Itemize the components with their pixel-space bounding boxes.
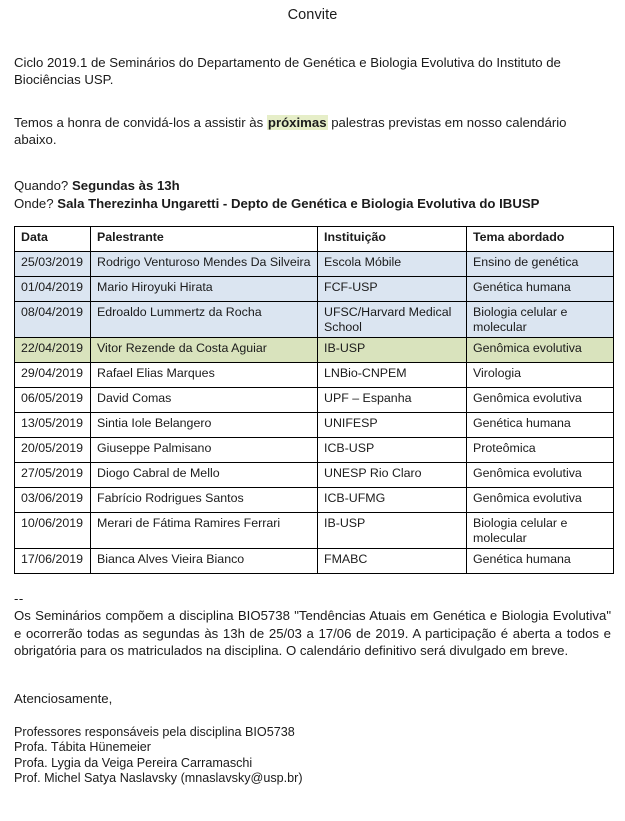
table-row (15, 488, 614, 513)
where-value: Sala Therezinha Ungaretti - Depto de Genética e Biologia Evolutiva do IBUSP (57, 195, 540, 211)
table-row (15, 338, 614, 363)
signature-line: Profa. Tábita Hünemeier (14, 740, 151, 754)
when-value: Segundas às 13h (71, 178, 180, 193)
cell-tema: Genética humana (467, 549, 614, 574)
signature-line: Prof. Michel Satya Naslavsky (mnaslavsky@usp.br) (14, 771, 303, 785)
cell-palestrante: Diogo Cabral de Mello (91, 463, 318, 488)
cell-data: 10/06/2019 (15, 513, 91, 549)
cell-palestrante: Fabrício Rodrigues Santos (91, 488, 318, 513)
table-header (15, 227, 614, 252)
column-header-palestrante: Palestrante (91, 227, 318, 252)
signature-line: Professores responsáveis pela disciplina BIO5738 (14, 724, 295, 739)
table-row (15, 549, 614, 574)
cell-palestrante: Sintia Iole Belangero (91, 413, 318, 438)
cell-palestrante: Giuseppe Palmisano (91, 438, 318, 463)
cell-palestrante: Edroaldo Lummertz da Rocha (91, 302, 318, 338)
column-header-data: Data (15, 227, 91, 252)
table-row (15, 252, 614, 277)
invitation-text-after: palestras previstas em nosso calendário abaixo. (14, 115, 567, 147)
cell-data: 06/05/2019 (15, 388, 91, 413)
closing-greeting: Atenciosamente, (14, 690, 113, 706)
table-row (15, 388, 614, 413)
cell-instituicao: FCF-USP (318, 277, 467, 302)
table-row (15, 438, 614, 463)
cell-data: 20/05/2019 (15, 438, 91, 463)
invitation-paragraph (14, 88, 611, 148)
table-row (15, 413, 614, 438)
highlight-proximas: próximas (267, 115, 327, 130)
cell-tema: Genética humana (467, 277, 614, 302)
cell-instituicao: FMABC (318, 549, 467, 574)
cell-data: 13/05/2019 (15, 413, 91, 438)
cell-palestrante: David Comas (91, 388, 318, 413)
cell-tema: Biologia celular e molecular (467, 302, 614, 338)
cell-instituicao: UNESP Rio Claro (318, 463, 467, 488)
signature-line: Profa. Lygia da Veiga Pereira Carramaschi (14, 755, 253, 770)
cell-data: 03/06/2019 (15, 488, 91, 513)
schedule-table (14, 226, 614, 574)
table-header-row (15, 227, 614, 252)
cell-tema: Biologia celular e molecular (467, 513, 614, 549)
cell-instituicao: IB-USP (318, 338, 467, 363)
cell-tema: Genômica evolutiva (467, 463, 614, 488)
cell-tema: Genômica evolutiva (467, 488, 614, 513)
table-row (15, 363, 614, 388)
column-header-tema: Tema abordado (467, 227, 614, 252)
cell-data: 27/05/2019 (15, 463, 91, 488)
cell-palestrante: Merari de Fátima Ramires Ferrari (91, 513, 318, 549)
cell-data: 08/04/2019 (15, 302, 91, 338)
cell-data: 01/04/2019 (15, 277, 91, 302)
where-line (14, 195, 611, 213)
table-body (15, 252, 614, 574)
cell-instituicao: LNBio-CNPEM (318, 363, 467, 388)
when-label: Quando? (14, 178, 69, 193)
when-line (14, 177, 611, 195)
intro-paragraph: Ciclo 2019.1 de Seminários do Departamento de Genética e Biologia Evolutiva do Instituto de Biociências USP. (14, 55, 561, 87)
where-label: Onde? (14, 195, 54, 211)
cell-tema: Genômica evolutiva (467, 388, 614, 413)
page-title: Convite (287, 7, 338, 23)
cell-instituicao: Escola Móbile (318, 252, 467, 277)
table-row (15, 302, 614, 338)
cell-palestrante: Vitor Rezende da Costa Aguiar (91, 338, 318, 363)
table-row (15, 463, 614, 488)
table-row (15, 513, 614, 549)
when-where-block (14, 148, 611, 212)
cell-data: 25/03/2019 (15, 252, 91, 277)
cell-palestrante: Bianca Alves Vieira Bianco (91, 549, 318, 574)
cell-palestrante: Mario Hiroyuki Hirata (91, 277, 318, 302)
separator-dashes: -- (14, 591, 24, 606)
cell-tema: Virologia (467, 363, 614, 388)
cell-tema: Genômica evolutiva (467, 338, 614, 363)
invitation-text-before: Temos a honra de convidá-los a assistir às (14, 115, 267, 130)
cell-instituicao: IB-USP (318, 513, 467, 549)
cell-tema: Genética humana (467, 413, 614, 438)
cell-data: 29/04/2019 (15, 363, 91, 388)
cell-tema: Ensino de genética (467, 252, 614, 277)
cell-data: 17/06/2019 (15, 549, 91, 574)
cell-instituicao: ICB-USP (318, 438, 467, 463)
table-row (15, 277, 614, 302)
cell-instituicao: UPF – Espanha (318, 388, 467, 413)
signature-block (14, 707, 611, 787)
column-header-instituicao: Instituição (318, 227, 467, 252)
cell-palestrante: Rodrigo Venturoso Mendes Da Silveira (91, 252, 318, 277)
footer-note: Os Seminários compõem a disciplina BIO5738 "Tendências Atuais em Genética e Biologia Evolutiva" e ocorrerão todas as segundas às 13h de 25/03 a 17/06 de 2019. A participação é aberta a todos e obrigatória para os matriculados na disciplina. O calendário definitivo será divulgado em breve. (14, 608, 611, 658)
cell-data: 22/04/2019 (15, 338, 91, 363)
cell-instituicao: UFSC/Harvard Medical School (318, 302, 467, 338)
cell-tema: Proteômica (467, 438, 614, 463)
schedule-table-wrapper (14, 212, 611, 574)
cell-palestrante: Rafael Elias Marques (91, 363, 318, 388)
cell-instituicao: ICB-UFMG (318, 488, 467, 513)
cell-instituicao: UNIFESP (318, 413, 467, 438)
